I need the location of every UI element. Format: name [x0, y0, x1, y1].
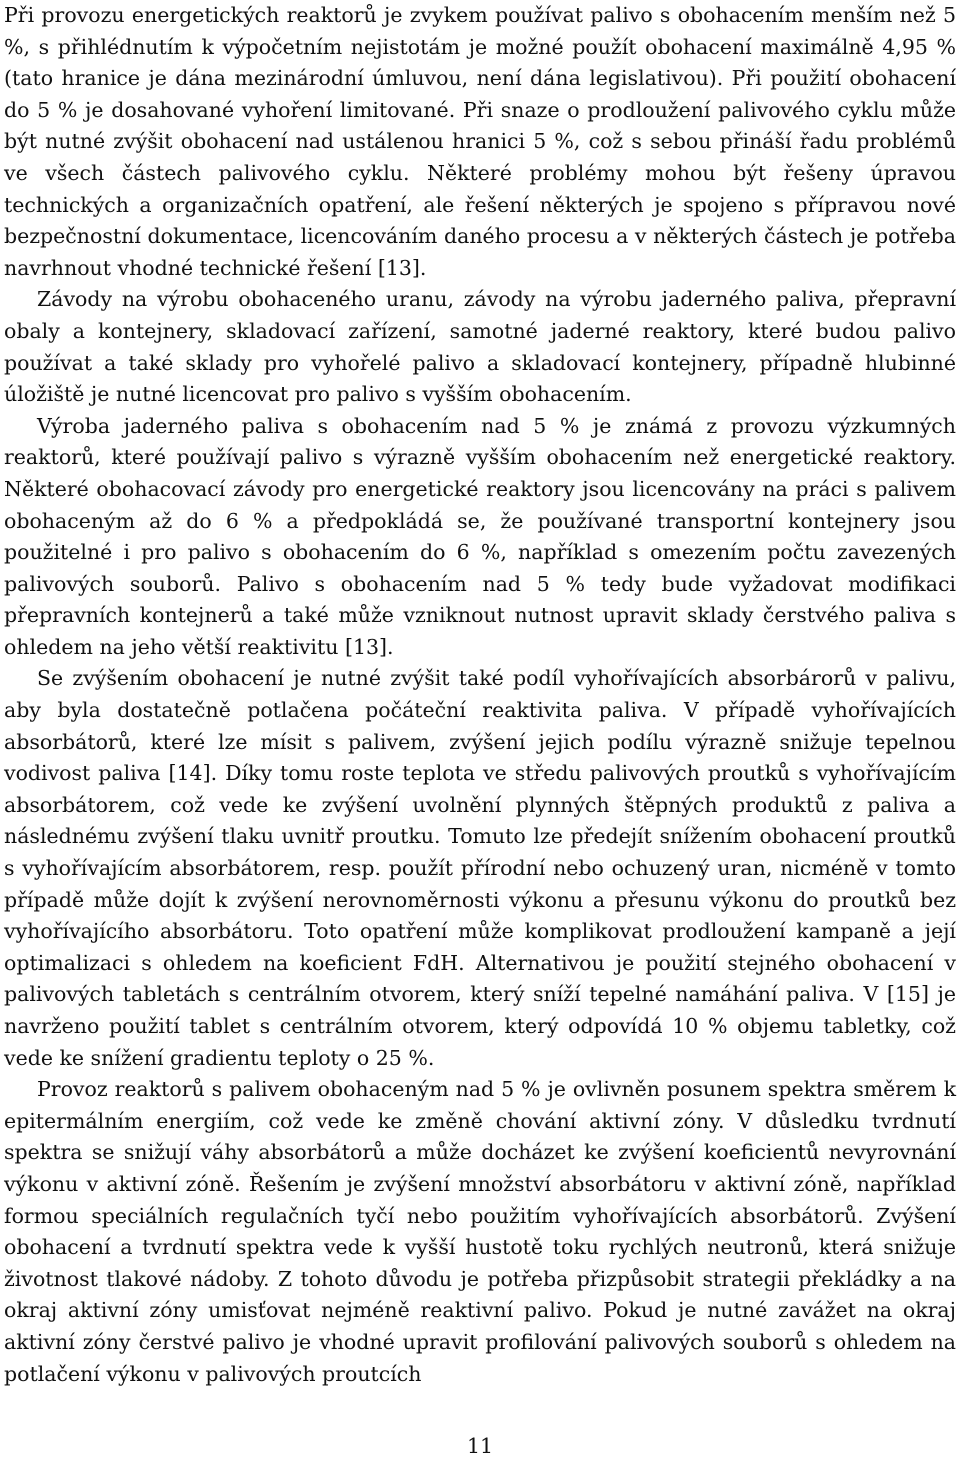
body-text [4, 0, 956, 1390]
page-number: 11 [466, 1434, 494, 1458]
paragraph-fuel-enrichment-limit: Při provozu energetických reaktorů je zvykem používat palivo s obohacením menším než 5 %, s přihlédnutím k výpočetním nejistotám je možné použít obohacení maximálně 4,95 % (tato hranice je dána mezinárodní úmluvou, není dána legislativou). Při použití obohacení do 5 % je dosahované vyhoření limitované. Při snaze o prodloužení palivového cyklu může být nutné zvýšit obohacení nad ustálenou hranici 5 %, což s sebou přináší řadu problémů ve všech částech palivového cyklu. Některé problémy mohou být řešeny úpravou technických a organizačních opatření, ale řešení některých je spojeno s přípravou nové bezpečnostní dokumentace, licencováním daného procesu a v některých částech je potřeba navrhnout vhodné technické řešení [13]. [4, 3, 956, 280]
paragraph-licensing: Závody na výrobu obohaceného uranu, závody na výrobu jaderného paliva, přepravní obaly a kontejnery, skladovací zařízení, samotné jaderné reaktory, které budou palivo používat a také sklady pro vyhořelé palivo a skladovací kontejnery, případně hlubinné úložiště je nutné licencovat pro palivo s vyšším obohacením. [4, 287, 956, 407]
paragraph-reactor-operation: Provoz reaktorů s palivem obohaceným nad 5 % je ovlivněn posunem spektra směrem k epitermálním energiím, což vede ke změně chování aktivní zóny. V důsledku tvrdnutí spektra se snižují váhy absorbátorů a může docházet ke zvýšení koeficientů nevyrovnání výkonu v aktivní zóně. Řešením je zvýšení množství absorbátoru v aktivní zóně, například formou speciálních regulačních tyčí nebo použitím vyhořívajících absorbátorů. Zvýšení obohacení a tvrdnutí spektra vede k vyšší hustotě toku rychlých neutronů, která snižuje životnost tlakové nádoby. Z tohoto důvodu je potřeba přizpůsobit strategii překládky a na okraj aktivní zóny umisťovat nejméně reaktivní palivo. Pokud je nutné zavážet na okraj aktivní zóny čerstvé palivo je vhodné upravit profilování palivových souborů s ohledem na potlačení výkonu v palivových proutcích [4, 1077, 956, 1386]
document-page [4, 0, 956, 1464]
paragraph-fuel-production: Výroba jaderného paliva s obohacením nad 5 % je známá z provozu výzkumných reaktorů, které používají palivo s výrazně vyšším obohacením než energetické reaktory. Některé obohacovací závody pro energetické reaktory jsou licencovány na práci s palivem obohaceným až do 6 % a předpokládá se, že používané transportní kontejnery jsou použitelné i pro palivo s obohacením do 6 %, například s omezením počtu zavezených palivových souborů. Palivo s obohacením nad 5 % tedy bude vyžadovat modifikaci přepravních kontejnerů a také může vzniknout nutnost upravit sklady čerstvého paliva s ohledem na jeho větší reaktivitu [13]. [4, 413, 956, 659]
paragraph-burnable-absorbers: Se zvýšením obohacení je nutné zvýšit také podíl vyhořívajících absorbárorů v palivu, aby byla dostatečně potlačena počáteční reaktivita paliva. V případě vyhořívajících absorbátorů, které lze mísit s palivem, zvýšení jejich podílu výrazně snižuje tepelnou vodivost paliva [14]. Díky tomu roste teplota ve středu palivových proutků s vyhořívajícím absorbátorem, což vede ke zvýšení uvolnění plynných štěpných produktů z paliva a následnému zvýšení tlaku uvnitř proutku. Tomuto lze předejít snížením obohacení proutků s vyhořívajícím absorbátorem, resp. použít přírodní nebo ochuzený uran, nicméně v tomto případě může dojít k zvýšení nerovnoměrnosti výkonu a přesunu výkonu do proutků bez vyhořívajícího absorbátoru. Toto opatření může komplikovat prodloužení kampaně a její optimalizaci s ohledem na koeficient FdH. Alternativou je použití stejného obohacení v palivových tabletách s centrálním otvorem, který sníží tepelné namáhání paliva. V [15] je navrženo použití tablet s centrálním otvorem, který odpovídá 10 % objemu tabletky, což vede ke snížení gradientu teploty o 25 %. [4, 666, 956, 1070]
